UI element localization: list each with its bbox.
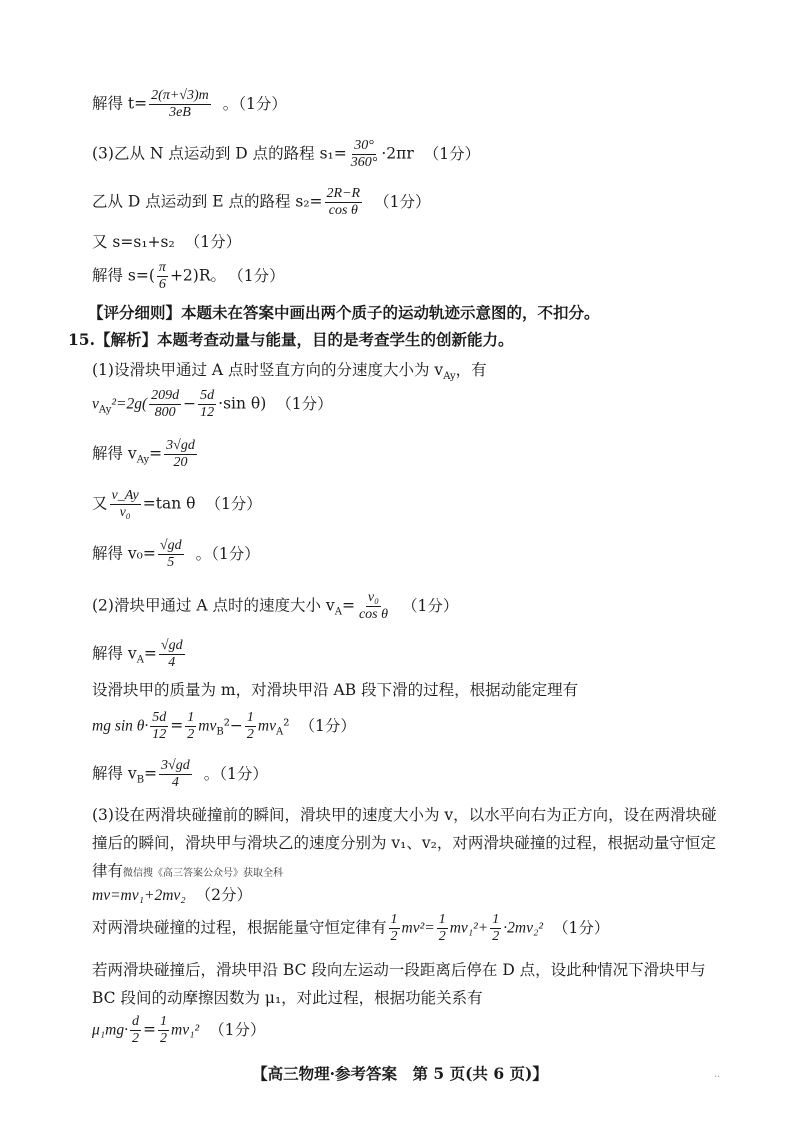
subscript: A (334, 606, 342, 618)
denominator: 2 (390, 929, 398, 945)
fraction (158, 538, 184, 571)
score: 。（1分） (203, 764, 268, 783)
text: 乙从 D 点运动到 E 点的路程 s₂= (92, 192, 323, 211)
text: 解得 s=( (92, 266, 155, 285)
numerator: √gd (159, 638, 185, 655)
text: mv₁² (171, 1021, 200, 1039)
denominator: 2 (246, 727, 254, 743)
text: ²=2g( (111, 395, 148, 413)
numerator: 1 (437, 912, 448, 929)
score: （1分） (299, 716, 356, 735)
fraction (150, 710, 168, 743)
score: （1分） (423, 144, 481, 163)
numerator: d (130, 1014, 141, 1031)
line-solve-t (92, 88, 287, 121)
score: （1分） (205, 494, 262, 513)
text: μ₁mg· (92, 1021, 128, 1039)
score: （2分） (195, 886, 253, 904)
numerator: 1 (389, 912, 400, 929)
denominator: 4 (168, 655, 176, 671)
denominator: 2 (132, 1031, 139, 1047)
question-15-heading (68, 330, 513, 350)
numerator: 209d (149, 388, 181, 405)
subscript: A (276, 726, 284, 738)
denominator: 12 (200, 405, 215, 421)
text: = (341, 596, 355, 615)
numerator: √gd (158, 538, 184, 555)
text: 设滑块甲的质量为 m，对滑块甲沿 AB 段下滑的过程，根据动能定理有 (92, 681, 579, 699)
denominator: 2 (492, 929, 500, 945)
denominator: 4 (171, 775, 179, 791)
text: ² (283, 716, 290, 735)
score: （1分） (209, 1020, 266, 1039)
text: = (170, 716, 184, 735)
text: ²− (223, 716, 243, 735)
text: 解得 v (92, 444, 137, 463)
text: mv=mv₁+2mv₂ (92, 887, 186, 904)
subscript: Ay (98, 404, 112, 416)
text: (3)乙从 N 点运动到 D 点的路程 s₁= (92, 144, 347, 163)
fraction (164, 438, 197, 471)
denominator: cos θ (358, 607, 388, 623)
numerator: 1 (490, 912, 501, 929)
denominator: 800 (154, 405, 176, 421)
denominator: 2 (187, 727, 195, 743)
text: ·2πr (381, 144, 414, 163)
text: 若两滑块碰撞后，滑块甲沿 BC 段向左运动一段距离后停在 D 点，设此种情况下滑块甲与 (92, 961, 706, 979)
line-case-a (92, 960, 706, 980)
line-solve-v0 (92, 538, 260, 571)
fraction (159, 638, 185, 671)
text: mv (257, 717, 276, 735)
text: v (92, 395, 99, 413)
text: 解得 v (92, 644, 137, 663)
text: 解得 v₀= (92, 544, 156, 563)
grading-note (88, 303, 600, 323)
score: （1分） (374, 192, 431, 211)
numerator: 1 (158, 1014, 169, 1031)
subscript: Ay (136, 454, 150, 466)
numerator: v_Ay (110, 488, 141, 505)
score: （1分） (553, 918, 610, 937)
denominator: 360° (350, 155, 378, 171)
line-part3-c (92, 861, 283, 881)
text: 又 s=s₁+s₂ (92, 233, 175, 251)
fraction (490, 912, 501, 945)
fraction (325, 186, 363, 219)
fraction (437, 912, 448, 945)
denominator: 6 (158, 277, 166, 293)
fraction (245, 710, 256, 743)
text: +2)R。 (169, 266, 227, 285)
line-energy-theorem-intro (92, 680, 578, 700)
line-energy-conservation (92, 912, 609, 945)
fraction (349, 138, 380, 171)
subscript: Ay (443, 371, 456, 383)
score: （1分） (401, 596, 459, 615)
text: 律有 (92, 862, 124, 880)
denominator: 5 (167, 555, 175, 571)
text: ·sin θ) (218, 394, 267, 413)
numerator: π (157, 260, 168, 277)
line-momentum (92, 885, 252, 906)
line-solve-vay (92, 438, 199, 471)
text: 撞后的瞬间，滑块甲与滑块乙的速度分别为 v₁、v₂，对两滑块碰撞的过程，根据动量守恒定 (92, 834, 716, 852)
line-solve-s (92, 260, 285, 293)
line-solve-vb (92, 758, 268, 791)
fraction (158, 1014, 169, 1047)
text: = (143, 1020, 156, 1039)
fraction (389, 912, 400, 945)
fraction (149, 388, 181, 421)
numerator: 30° (352, 138, 376, 155)
subscript: B (136, 774, 145, 786)
text: (1)设滑块甲通过 A 点时竖直方向的分速度大小为 v (92, 361, 444, 379)
score: （1分） (184, 233, 242, 251)
corner-mark: ·· (714, 1072, 721, 1083)
line-s2 (92, 186, 430, 219)
score: 。（1分） (195, 544, 260, 563)
denominator: 2 (438, 929, 446, 945)
fraction (110, 488, 141, 521)
text: − (183, 394, 197, 413)
text: (2)滑块甲通过 A 点时的速度大小 v (92, 596, 335, 615)
score: （1分） (236, 266, 285, 285)
line-s-sum (92, 232, 241, 252)
line-tan-theta (92, 488, 262, 521)
score: （1分） (276, 394, 333, 413)
text: (3)设在两滑块碰撞前的瞬间，滑块甲的速度大小为 v，以水平向右为正方向，设在两滑块碰 (92, 806, 717, 824)
line-part1-intro (92, 360, 487, 383)
fraction (157, 260, 168, 293)
fraction (149, 88, 211, 121)
text: = (149, 444, 163, 463)
line-s1 (92, 138, 480, 171)
numerator: 2R−R (325, 186, 363, 203)
text: 又 (92, 494, 108, 513)
fraction (185, 710, 196, 743)
numerator: 1 (185, 710, 196, 727)
line-case-b (92, 988, 483, 1008)
numerator: 2(π+√3)m (149, 88, 211, 105)
numerator: 5d (150, 710, 168, 727)
text: 【评分细则】本题未在答案中画出两个质子的运动轨迹示意图的，不扣分。 (88, 303, 600, 322)
text: ·2mv₂² (503, 919, 544, 937)
score: 。（1分） (222, 94, 287, 113)
page-footer: 【高三物理·参考答案 第 5 页(共 6 页)】 (252, 1064, 548, 1083)
line-part3-a (92, 805, 717, 825)
fraction (357, 590, 390, 623)
line-friction (92, 1014, 265, 1047)
fraction (130, 1014, 141, 1047)
text: mv²= (401, 919, 435, 937)
line-vay-squared (92, 388, 333, 421)
denominator: 12 (152, 727, 167, 743)
line-solve-va (92, 638, 187, 671)
subscript: A (136, 654, 144, 666)
numerator: 3√gd (159, 758, 192, 775)
text: ，有 (455, 361, 487, 379)
fraction (159, 758, 192, 791)
subscript: B (216, 726, 224, 738)
numerator: 3√gd (164, 438, 197, 455)
denominator: 2 (160, 1031, 167, 1047)
text: 15.【解析】本题考查动量与能量，目的是考查学生的创新能力。 (68, 330, 514, 349)
text: = (144, 764, 158, 783)
text: mv₁²+ (449, 919, 489, 937)
text: 对两滑块碰撞的过程，根据能量守恒定律有 (92, 918, 387, 937)
denominator: 3eB (169, 105, 191, 121)
watermark-text: 微信搜《高三答案公众号》获取全科 (123, 868, 284, 879)
line-part2-va (92, 590, 458, 623)
line-energy-theorem (92, 710, 356, 743)
text: BC 段间的动摩擦因数为 μ₁，对此过程，根据功能关系有 (92, 989, 483, 1007)
text: = (143, 644, 157, 663)
numerator: v₀ (366, 590, 381, 607)
text: =tan θ (142, 494, 196, 513)
text: 解得 v (92, 764, 137, 783)
numerator: 5d (198, 388, 216, 405)
numerator: 1 (245, 710, 256, 727)
text: mg sin θ· (92, 717, 149, 735)
text: mv (198, 717, 217, 735)
line-part3-b (92, 833, 716, 853)
denominator: 20 (173, 455, 188, 471)
denominator: v₀ (119, 505, 131, 521)
fraction (198, 388, 216, 421)
text: 解得 t= (92, 94, 148, 113)
denominator: cos θ (328, 203, 358, 219)
